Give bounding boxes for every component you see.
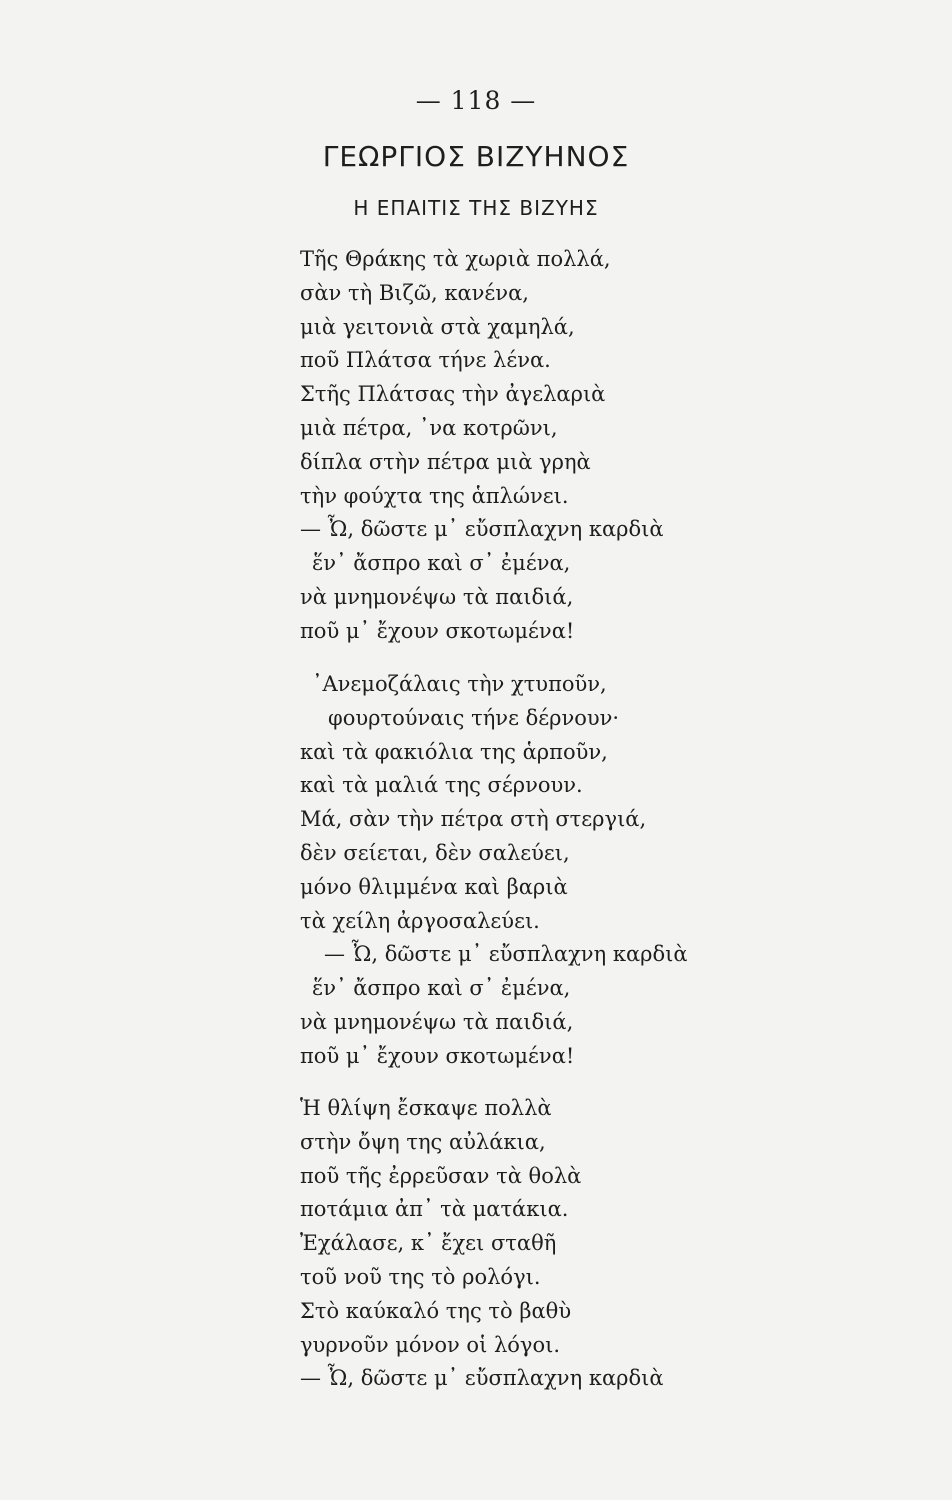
verse-line: — Ὦ, δῶστε μ᾽ εὔσπλαχνη καρδιὰ — [300, 1366, 664, 1391]
verse-line: ποῦ μ᾽ ἔχουν σκοτωμένα! — [300, 618, 575, 643]
verse-line: ποτάμια ἀπ᾽ τὰ ματάκια. — [300, 1197, 569, 1222]
verse-line: Ἐχάλασε, κ᾽ ἔχει σταθῆ — [300, 1231, 557, 1256]
verse-line: Τῆς Θράκης τὰ χωριὰ πολλά, — [300, 247, 611, 271]
verse-line: γυρνοῦν μόνον οἱ λόγοι. — [300, 1332, 561, 1357]
verse-line: καὶ τὰ μαλιά της σέρνουν. — [300, 773, 583, 798]
verse-line: νὰ μνημονέψω τὰ παιδιά, — [300, 1009, 574, 1034]
author-heading: ΓΕΩΡΓΙΟΣ ΒΙΖΥΗΝΟΣ — [322, 140, 630, 173]
verse-line: καὶ τὰ φακιόλια της ἁρποῦν, — [300, 739, 608, 764]
verse-line: ἕν᾽ ἄσπρο καὶ σ᾽ ἐμένα, — [312, 976, 571, 1001]
verse-line: Στὸ καύκαλό της τὸ βαθὺ — [300, 1298, 572, 1323]
verse-line: δίπλα στὴν πέτρα μιὰ γρηὰ — [300, 449, 591, 474]
verse-line: δὲν σείεται, δὲν σαλεύει, — [300, 840, 570, 865]
verse-line: Ἡ θλίψη ἔσκαψε πολλὰ — [300, 1096, 552, 1120]
verse-line: ποῦ μ᾽ ἔχουν σκοτωμένα! — [300, 1043, 575, 1068]
stanza-1 — [300, 243, 760, 649]
verse-line: Στῆς Πλάτσας τὴν ἀγελαριὰ — [300, 382, 606, 407]
verse-line: μόνο θλιμμένα καὶ βαριὰ — [300, 874, 568, 899]
verse-line: ᾽Ανεμοζάλαις τὴν χτυποῦν, — [312, 672, 607, 696]
verse-line: τὰ χείλη ἀργοσαλεύει. — [300, 908, 540, 933]
verse-line: — Ὦ, δῶστε μ᾽ εὔσπλαχνη καρδιὰ — [324, 942, 688, 967]
verse-line: Μά, σὰν τὴν πέτρα στὴ στεργιά, — [300, 807, 647, 832]
verse-line: μιὰ πέτρα, ᾽να κοτρῶνι, — [300, 415, 558, 440]
verse-line: φουρτούναις τήνε δέρνουν· — [328, 705, 620, 730]
verse-line: ποῦ Πλάτσα τήνε λένα. — [300, 348, 551, 373]
verse-line: — Ὦ, δῶστε μ᾽ εὔσπλαχνη καρδιὰ — [300, 517, 664, 542]
verse-line: ἕν᾽ ἄσπρο καὶ σ᾽ ἐμένα, — [312, 551, 571, 576]
verse-line: μιὰ γειτονιὰ στὰ χαμηλά, — [300, 314, 575, 339]
poem-title: Η ΕΠΑΙΤΙΣ ΤΗΣ ΒΙΖΥΗΣ — [353, 196, 599, 220]
verse-line: νὰ μνημονέψω τὰ παιδιά, — [300, 584, 574, 609]
stanza-3 — [300, 1092, 760, 1396]
verse-line: τὴν φούχτα της ἁπλώνει. — [300, 483, 569, 508]
stanza-2 — [300, 668, 760, 1074]
verse-line: στὴν ὄψη της αὐλάκια, — [300, 1129, 546, 1154]
verse-line: σὰν τὴ Βιζῶ, κανένα, — [300, 280, 529, 305]
verse-line: τοῦ νοῦ της τὸ ρολόγι. — [300, 1264, 541, 1289]
verse-line: ποῦ τῆς ἐρρεῦσαν τὰ θολὰ — [300, 1163, 582, 1188]
page-number: — 118 — — [415, 86, 537, 115]
